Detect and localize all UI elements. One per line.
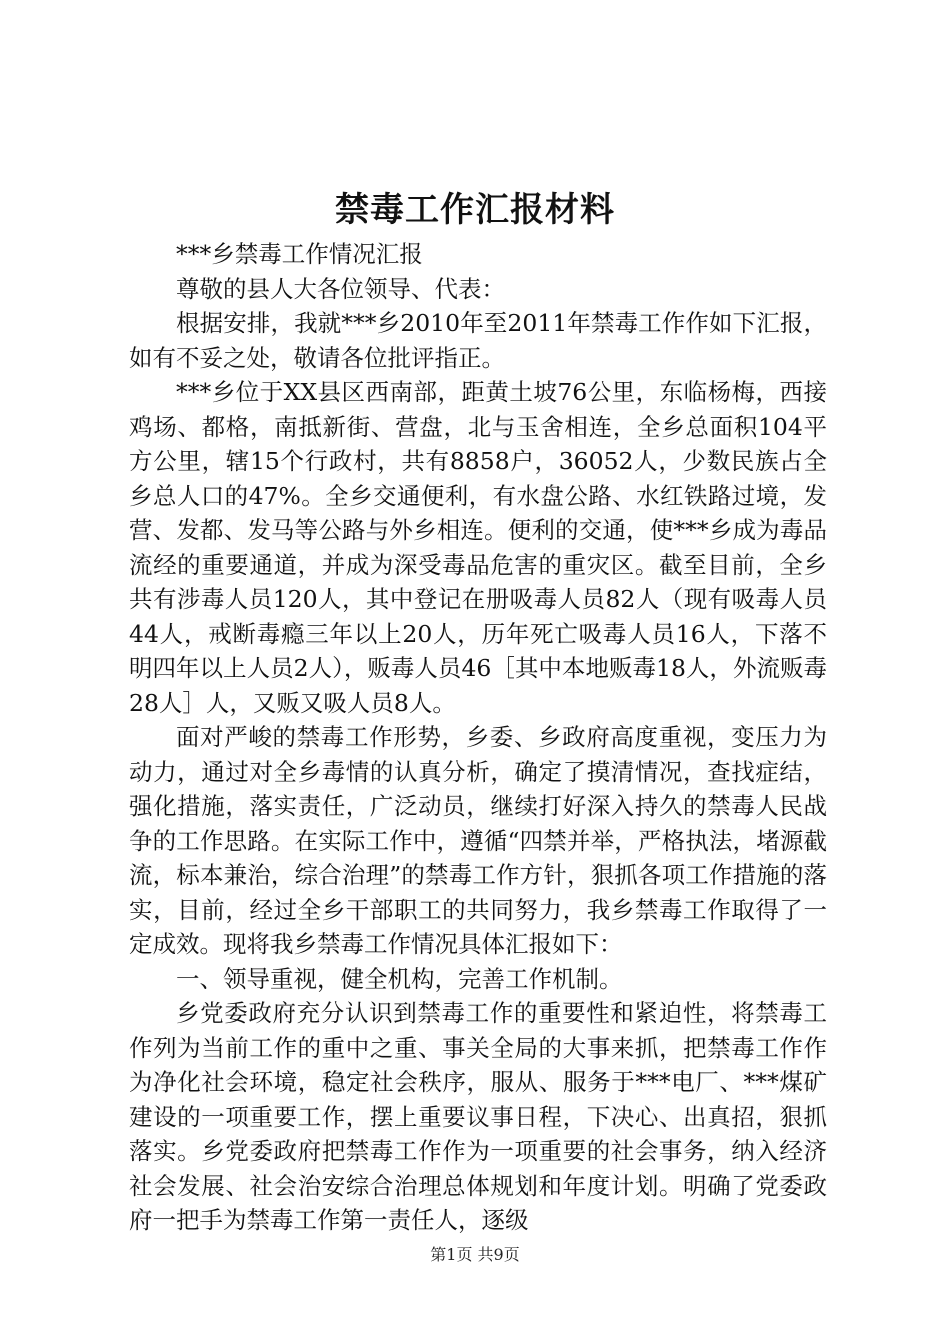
document-body <box>129 237 827 1238</box>
page-footer: 第1页 共9页 <box>430 1245 520 1264</box>
document-title: 禁毒工作汇报材料 <box>335 190 615 230</box>
paragraph-section-heading: 一、领导重视，健全机构，完善工作机制。 <box>176 964 623 993</box>
paragraph-heading: ***乡禁毒工作情况汇报 <box>176 240 423 268</box>
paragraph-salutation: 尊敬的县人大各位领导、代表： <box>176 274 505 303</box>
paragraph-overview: ***乡位于XX县区西南部，距黄土坡76公里，东临杨梅，西接鸡场、都格，南抵新街、营盘，北与玉舍相连，全乡总面积104平方公里，辖15个行政村，共有8858户，36052人，少数民族占全乡总人口的47%。全乡交通便利，有水盘公路、水红铁路过境，发营、发都、发马等公路与外乡相连。便利的交通，使***乡成为毒品流经的重要通道，并成为深受毒品危害的重灾区。截至目前，全乡共有涉毒人员120人，其中登记在册吸毒人员82人（现有吸毒人员44人，戒断毒瘾三年以上20人，历年死亡吸毒人员16人，下落不明四年以上人员2人），贩毒人员46［其中本地贩毒18人，外流贩毒28人］人，又贩又吸人员8人。 <box>129 378 827 717</box>
paragraph-intro: 根据安排，我就***乡2010年至2011年禁毒工作作如下汇报，如有不妥之处，敬请各位批评指正。 <box>129 309 827 372</box>
paragraph-section-body: 乡党委政府充分认识到禁毒工作的重要性和紧迫性，将禁毒工作列为当前工作的重中之重、事关全局的大事来抓，把禁毒工作作为净化社会环境，稳定社会秩序，服从、服务于***电厂、***煤矿建设的一项重要工作，摆上重要议事日程，下决心、出真招，狠抓落实。乡党委政府把禁毒工作作为一项重要的社会事务，纳入经济社会发展、社会治安综合治理总体规划和年度计划。明确了党委政府一把手为禁毒工作第一责任人，逐级 <box>129 999 827 1234</box>
paragraph-situation: 面对严峻的禁毒工作形势，乡委、乡政府高度重视，变压力为动力，通过对全乡毒情的认真分析，确定了摸清情况，查找症结，强化措施，落实责任，广泛动员，继续打好深入持久的禁毒人民战争的工作思路。在实际工作中，遵循“四禁并举，严格执法，堵源截流，标本兼治，综合治理”的禁毒工作方针，狠抓各项工作措施的落实，目前，经过全乡干部职工的共同努力，我乡禁毒工作取得了一定成效。现将我乡禁毒工作情况具体汇报如下： <box>129 723 827 958</box>
